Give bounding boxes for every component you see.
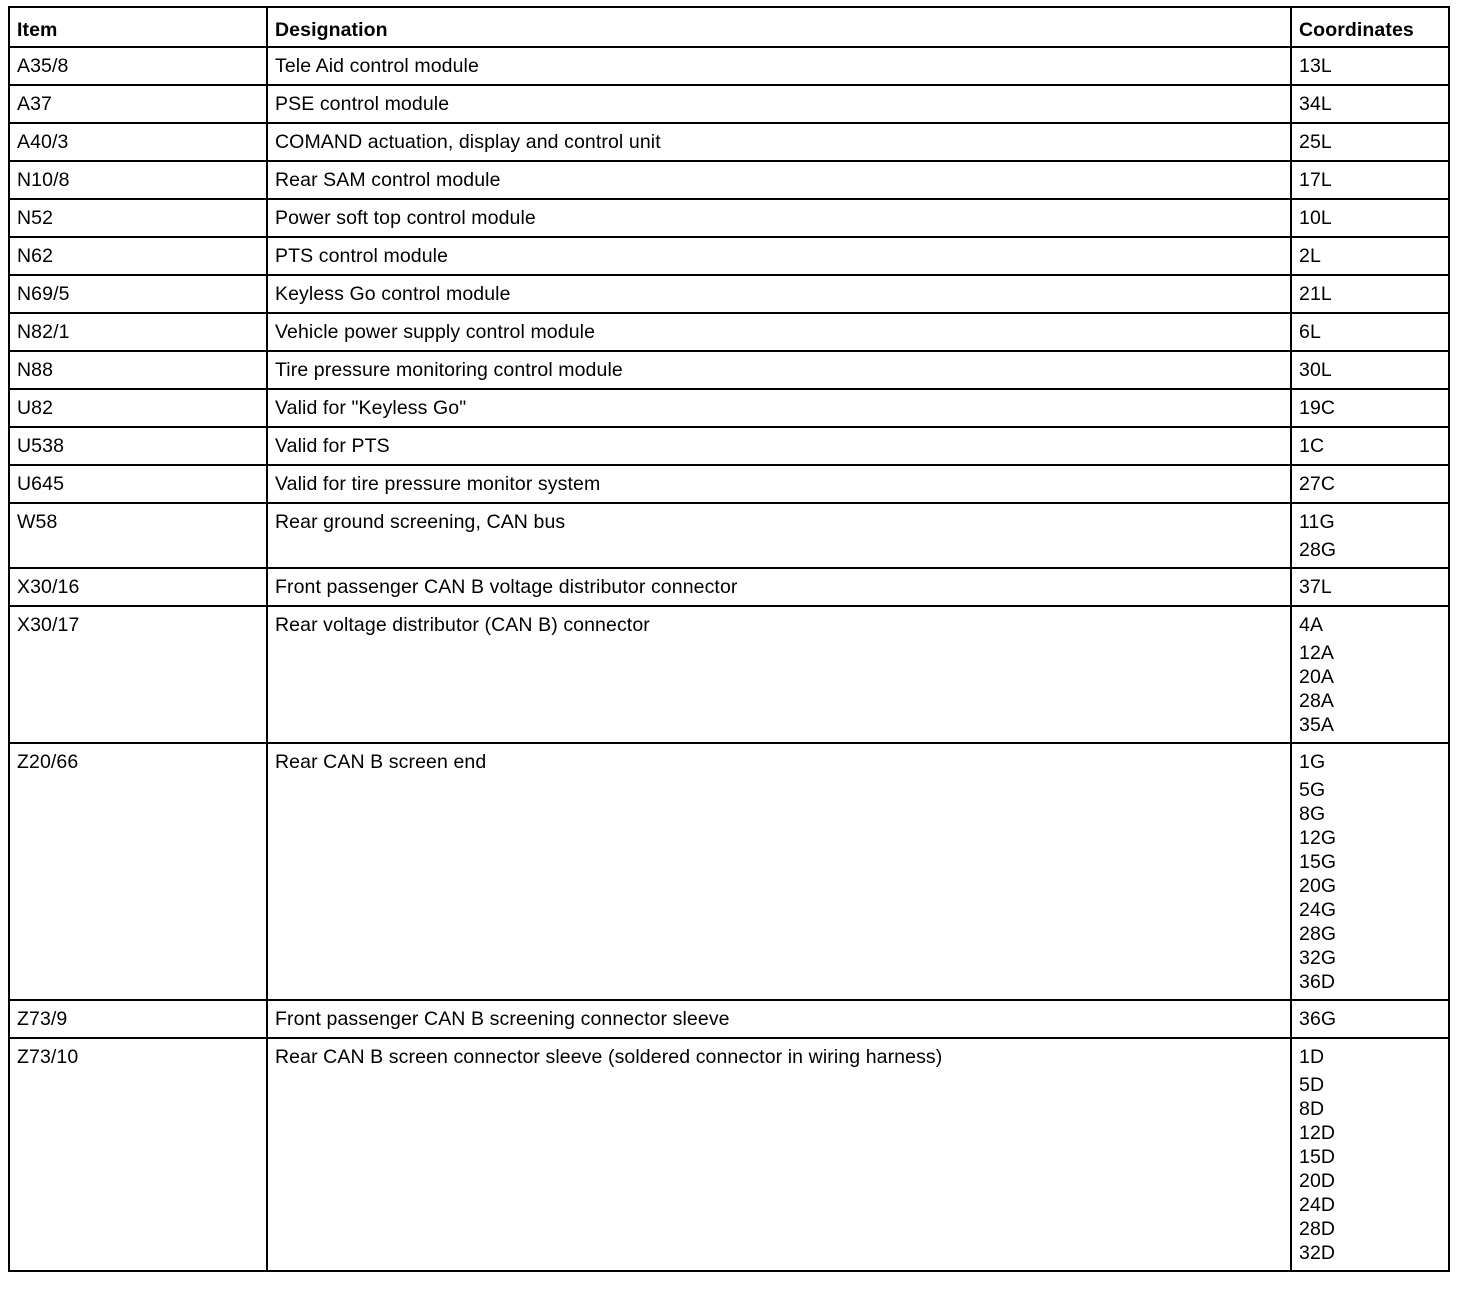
designation-cell: Front passenger CAN B voltage distributor connector — [267, 568, 1291, 606]
table-header — [9, 7, 1449, 47]
coordinates-cell — [1291, 313, 1449, 351]
designation-cell: Tire pressure monitoring control module — [267, 351, 1291, 389]
item-cell: U538 — [9, 427, 267, 465]
coordinates-list — [1299, 206, 1442, 230]
coordinates-cell — [1291, 351, 1449, 389]
table-row — [9, 1000, 1449, 1038]
coordinate-value: 11G — [1299, 511, 1335, 533]
table-row — [9, 313, 1449, 351]
coordinate-value: 1G — [1299, 751, 1326, 773]
coordinates-cell — [1291, 743, 1449, 1000]
coordinates-cell — [1291, 1000, 1449, 1038]
coordinate-value: 20A — [1299, 666, 1334, 688]
coordinates-cell — [1291, 568, 1449, 606]
coordinate-value: 20D — [1299, 1170, 1336, 1192]
table-row — [9, 275, 1449, 313]
coordinates-list — [1299, 168, 1442, 192]
coordinate-value: 32D — [1299, 1242, 1336, 1264]
header-coordinates: Coordinates — [1291, 7, 1449, 47]
coordinate-value: 20G — [1299, 875, 1337, 897]
table-row — [9, 237, 1449, 275]
item-cell: A35/8 — [9, 47, 267, 85]
item-cell: W58 — [9, 503, 267, 568]
coordinate-value: 8D — [1299, 1098, 1325, 1120]
coordinates-list — [1299, 1007, 1442, 1031]
header-item: Item — [9, 7, 267, 47]
coordinates-list — [1299, 575, 1442, 599]
coordinate-value: 35A — [1299, 714, 1334, 736]
item-cell: Z20/66 — [9, 743, 267, 1000]
designation-cell: COMAND actuation, display and control unit — [267, 123, 1291, 161]
item-cell: A37 — [9, 85, 267, 123]
coordinate-value: 28G — [1299, 923, 1337, 945]
table-row — [9, 606, 1449, 743]
item-cell: X30/17 — [9, 606, 267, 743]
table-row — [9, 199, 1449, 237]
coordinates-cell — [1291, 85, 1449, 123]
coordinate-value: 12A — [1299, 642, 1334, 664]
item-cell: N62 — [9, 237, 267, 275]
coordinate-value: 28D — [1299, 1218, 1336, 1240]
designation-cell: Rear SAM control module — [267, 161, 1291, 199]
coordinate-value: 17L — [1299, 169, 1332, 191]
item-cell: N10/8 — [9, 161, 267, 199]
coordinate-value: 5G — [1299, 779, 1326, 801]
header-designation: Designation — [267, 7, 1291, 47]
table-row — [9, 743, 1449, 1000]
coordinate-value: 12G — [1299, 827, 1337, 849]
coordinate-value: 21L — [1299, 283, 1332, 305]
coordinates-cell — [1291, 161, 1449, 199]
coordinates-cell — [1291, 1038, 1449, 1271]
coordinates-cell — [1291, 606, 1449, 743]
item-cell: X30/16 — [9, 568, 267, 606]
coordinates-list — [1299, 54, 1442, 78]
designation-cell: Valid for tire pressure monitor system — [267, 465, 1291, 503]
coordinate-value: 12D — [1299, 1122, 1336, 1144]
coordinate-value: 24G — [1299, 899, 1337, 921]
coordinates-list — [1299, 320, 1442, 344]
table-row — [9, 1038, 1449, 1271]
coordinates-cell — [1291, 389, 1449, 427]
designation-cell: Rear voltage distributor (CAN B) connector — [267, 606, 1291, 743]
coordinate-value: 19C — [1299, 397, 1336, 419]
coordinate-value: 37L — [1299, 576, 1332, 598]
coordinate-value: 13L — [1299, 55, 1332, 77]
designation-cell: Keyless Go control module — [267, 275, 1291, 313]
coordinate-value: 32G — [1299, 947, 1337, 969]
coordinate-value: 28G — [1299, 539, 1337, 561]
table-row — [9, 465, 1449, 503]
coordinates-list — [1299, 396, 1442, 420]
coordinates-list — [1299, 92, 1442, 116]
designation-cell: Power soft top control module — [267, 199, 1291, 237]
coordinates-cell — [1291, 275, 1449, 313]
table-row — [9, 503, 1449, 568]
designation-cell: Front passenger CAN B screening connector sleeve — [267, 1000, 1291, 1038]
coordinates-cell — [1291, 199, 1449, 237]
item-cell: N88 — [9, 351, 267, 389]
designation-cell: Rear CAN B screen end — [267, 743, 1291, 1000]
table-row — [9, 351, 1449, 389]
coordinate-value: 5D — [1299, 1074, 1325, 1096]
table-body — [9, 47, 1449, 1271]
coordinate-value: 8G — [1299, 803, 1326, 825]
coordinates-cell — [1291, 465, 1449, 503]
item-cell: Z73/9 — [9, 1000, 267, 1038]
table-row — [9, 389, 1449, 427]
designation-cell: Rear ground screening, CAN bus — [267, 503, 1291, 568]
coordinate-value: 15G — [1299, 851, 1337, 873]
component-legend-table — [8, 6, 1450, 1272]
item-cell: N52 — [9, 199, 267, 237]
coordinate-value: 24D — [1299, 1194, 1336, 1216]
coordinates-list — [1299, 244, 1442, 268]
designation-cell: PTS control module — [267, 237, 1291, 275]
coordinates-list — [1299, 282, 1442, 306]
table-row — [9, 85, 1449, 123]
coordinates-cell — [1291, 503, 1449, 568]
designation-cell: Tele Aid control module — [267, 47, 1291, 85]
coordinates-list — [1299, 510, 1442, 562]
item-cell: U645 — [9, 465, 267, 503]
coordinates-list — [1299, 613, 1442, 737]
item-cell: U82 — [9, 389, 267, 427]
coordinates-list — [1299, 130, 1442, 154]
coordinate-value: 4A — [1299, 614, 1324, 636]
coordinate-value: 10L — [1299, 207, 1332, 229]
coordinate-value: 6L — [1299, 321, 1321, 343]
coordinate-value: 28A — [1299, 690, 1334, 712]
coordinates-cell — [1291, 427, 1449, 465]
item-cell: N69/5 — [9, 275, 267, 313]
coordinates-list — [1299, 358, 1442, 382]
designation-cell: Valid for PTS — [267, 427, 1291, 465]
table-row — [9, 568, 1449, 606]
designation-cell: Rear CAN B screen connector sleeve (soldered connector in wiring harness) — [267, 1038, 1291, 1271]
table-row — [9, 123, 1449, 161]
coordinate-value: 1D — [1299, 1046, 1325, 1068]
coordinate-value: 25L — [1299, 131, 1332, 153]
coordinate-value: 1C — [1299, 435, 1325, 457]
item-cell: N82/1 — [9, 313, 267, 351]
coordinate-value: 34L — [1299, 93, 1332, 115]
coordinates-list — [1299, 1045, 1442, 1265]
coordinate-value: 30L — [1299, 359, 1332, 381]
coordinates-cell — [1291, 237, 1449, 275]
designation-cell: Vehicle power supply control module — [267, 313, 1291, 351]
table-row — [9, 47, 1449, 85]
coordinates-list — [1299, 434, 1442, 458]
designation-cell: PSE control module — [267, 85, 1291, 123]
item-cell: Z73/10 — [9, 1038, 267, 1271]
coordinates-cell — [1291, 47, 1449, 85]
header-row — [9, 7, 1449, 47]
table-row — [9, 161, 1449, 199]
coordinates-cell — [1291, 123, 1449, 161]
coordinate-value: 27C — [1299, 473, 1336, 495]
coordinate-value: 2L — [1299, 245, 1321, 267]
coordinate-value: 36D — [1299, 971, 1336, 993]
coordinate-value: 15D — [1299, 1146, 1336, 1168]
item-cell: A40/3 — [9, 123, 267, 161]
designation-cell: Valid for "Keyless Go" — [267, 389, 1291, 427]
coordinates-list — [1299, 750, 1442, 994]
table-row — [9, 427, 1449, 465]
coordinate-value: 36G — [1299, 1008, 1337, 1030]
coordinates-list — [1299, 472, 1442, 496]
